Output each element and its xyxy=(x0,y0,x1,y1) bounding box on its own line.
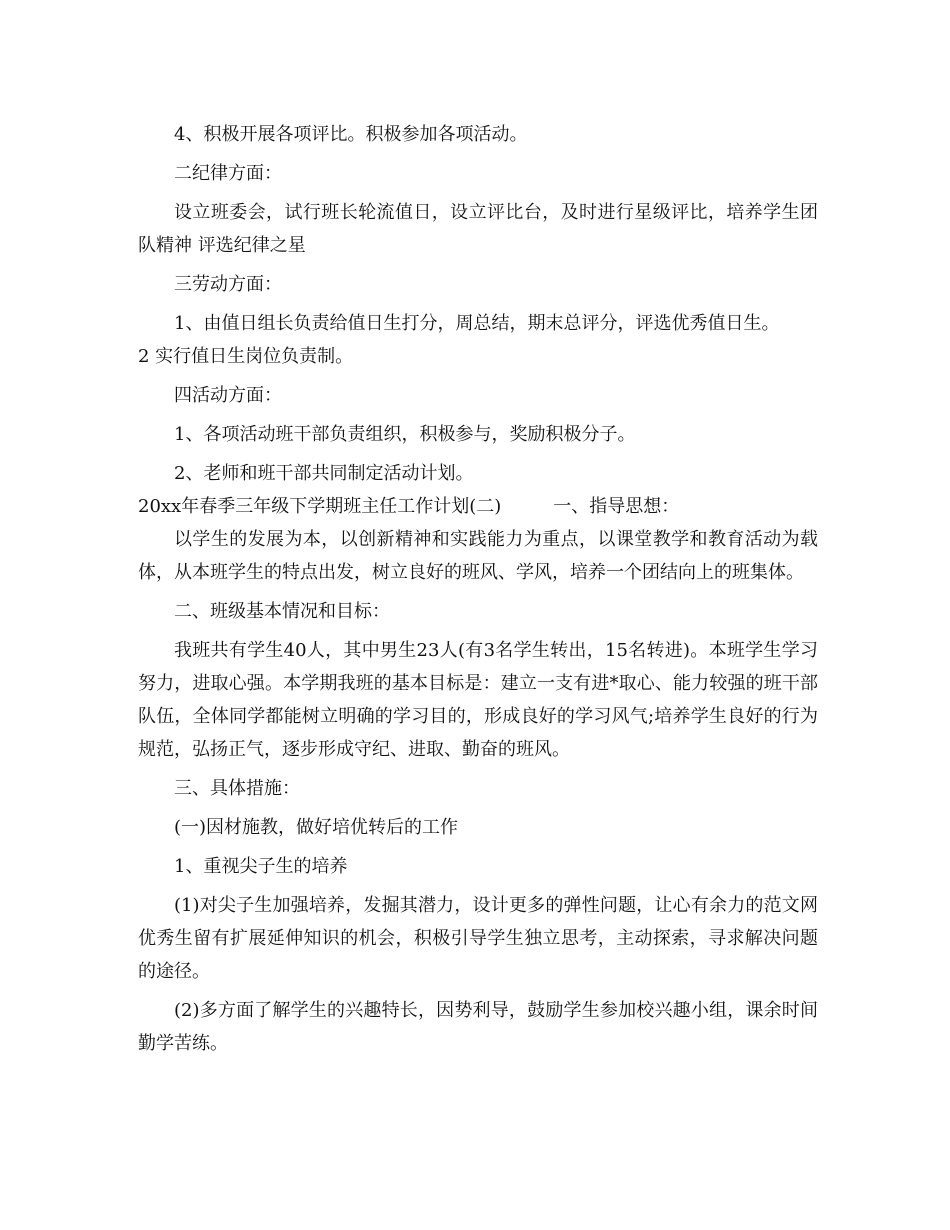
heading-labor: 三劳动方面： xyxy=(174,274,282,295)
paragraph-labor-1: 1、由值日组长负责给值日生打分，周总结，期末总评分，评选优秀值日生。 xyxy=(174,313,780,334)
section-title: 20xx年春季三年级下学期班主任工作计划(二) xyxy=(138,496,502,517)
paragraph-top-students-2: (2)多方面了解学生的兴趣特长，因势利导，鼓励学生参加校兴趣小组，课余时间勤学苦练。 xyxy=(138,1000,818,1054)
heading-guiding-thought: 一、指导思想： xyxy=(553,496,680,517)
paragraph-guiding-thought: 以学生的发展为本，以创新精神和实践能力为重点，以课堂教学和教育活动为载体，从本班学生的特点出发，树立良好的班风、学风，培养一个团结向上的班集体。 xyxy=(138,529,818,583)
heading-activities: 四活动方面： xyxy=(174,385,282,406)
paragraph-top-students-1: (1)对尖子生加强培养，发掘其潜力，设计更多的弹性问题，让心有余力的范文网优秀生留有扩展延伸知识的机会，积极引导学生独立思考，主动探索，寻求解决问题的途径。 xyxy=(138,895,818,982)
heading-measures: 三、具体措施： xyxy=(174,778,300,799)
section-title-line xyxy=(138,490,818,523)
heading-top-students: 1、重视尖子生的培养 xyxy=(174,856,348,877)
heading-measures-1: (一)因材施教，做好培优转后的工作 xyxy=(174,817,459,838)
paragraph-activities-2: 2、老师和班干部共同制定活动计划。 xyxy=(174,463,474,484)
heading-discipline: 二纪律方面： xyxy=(174,163,282,184)
paragraph-class-situation: 我班共有学生40人，其中男生23人(有3名学生转出，15名转进)。本班学生学习努力，进取心强。本学期我班的基本目标是：建立一支有进*取心、能力较强的班干部队伍，全体同学都能树立明确的学习目的，形成良好的学习风气;培养学生良好的行为规范，弘扬正气，逐步形成守纪、进取、勤奋的班风。 xyxy=(138,640,818,760)
paragraph-discipline: 设立班委会，试行班长轮流值日，设立评比台，及时进行星级评比，培养学生团队精神 评选纪律之星 xyxy=(138,202,818,256)
paragraph-labor-2: 2 实行值日生岗位负责制。 xyxy=(138,346,354,367)
heading-class-situation: 二、班级基本情况和目标： xyxy=(174,601,390,622)
paragraph-activities-1: 1、各项活动班干部负责组织，积极参与，奖励积极分子。 xyxy=(174,424,636,445)
paragraph-activity-4: 4、积极开展各项评比。积极参加各项活动。 xyxy=(174,124,528,145)
document-body xyxy=(138,118,818,1060)
